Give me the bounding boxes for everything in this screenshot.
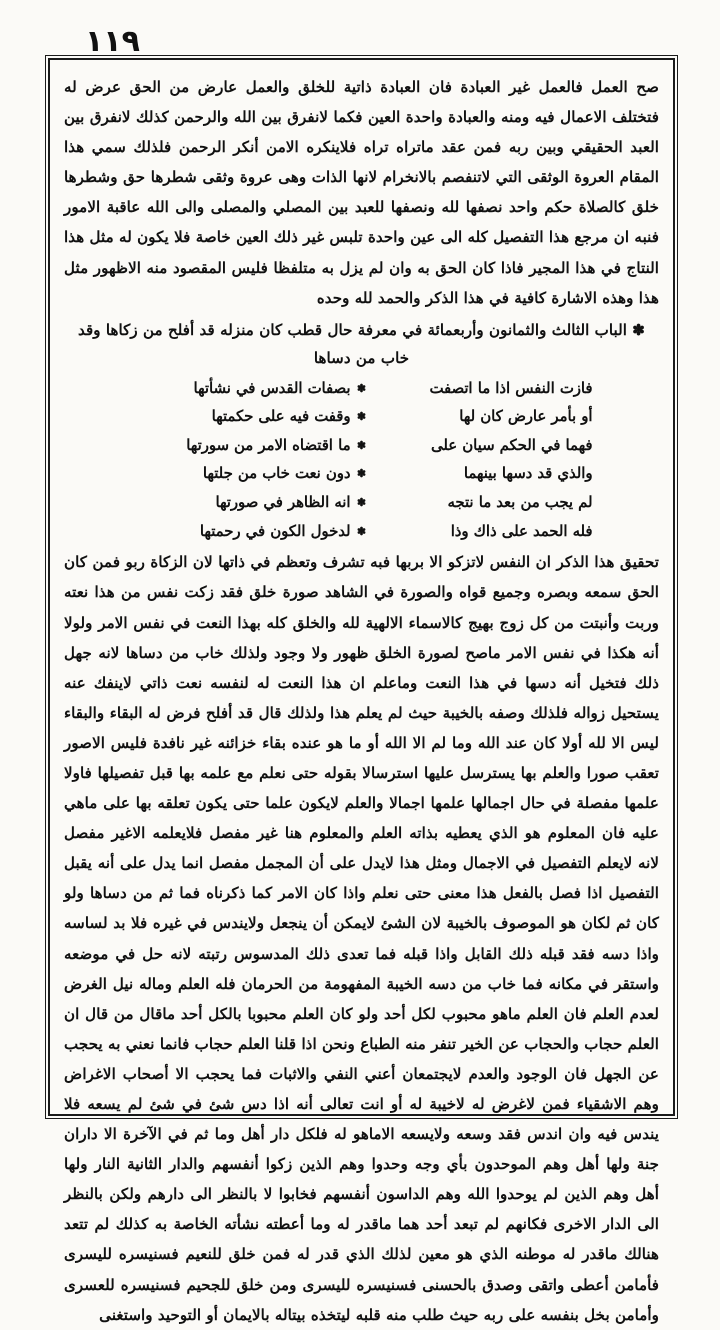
verse-separator-icon: ✽: [356, 495, 367, 509]
page-number: ١١٩: [85, 24, 140, 59]
verse-separator-icon: ✽: [356, 467, 367, 481]
page-frame: [48, 58, 675, 1324]
poem-verse: [64, 374, 659, 403]
verse-separator-icon: ✽: [356, 524, 367, 538]
verse-first-hemistich: لم يجب من بعد ما نتجه: [447, 493, 593, 511]
poem-verse: [64, 402, 659, 431]
poem-verse: [64, 517, 659, 546]
paragraph-1: صح العمل فالعمل غير العبادة فان العبادة ذاتية للخلق والعمل عارض من الحق عرض له فتختلف الاعمال فيه ومنه والعبادة واحدة العين فكما لانفرق بين الله والرحمن كذلك لانفرق بين العبد الحقيقي وبين ربه فمن عقد ماتراه تراه فلاينكره الامن أنكر الرحمن فلذلك سمي هذا المقام العروة الوثقى التي لاتنفصم بالانخرام لانها الذات وهى عروة وثقى شطرها حق وشطرها خلق كالصلاة حكم واحد نصفها لله ونصفها للعبد بين المصلي والمصلى والى الله عاقبة الامور فنبه ان مرجع هذا التفصيل كله الى عين واحدة تلبس غير ذلك العين خاصة فلا يكون له مثل هذا النتاج في هذا المجير فاذا كان الحق به وان لم يزل به متلفظا فليس المقصود منه الاظهور مثل هذا وهذه الاشارة كافية في هذا الذكر والحمد لله وحده: [64, 78, 659, 307]
verse-second-hemistich: دون نعت خاب من جلتها: [202, 465, 351, 483]
poem-verse: [64, 488, 659, 517]
verse-separator-icon: ✽: [356, 381, 367, 395]
verse-second-hemistich: لدخول الكون في رحمتها: [199, 522, 351, 540]
verse-second-hemistich: ما اقتضاه الامر من سورتها: [186, 436, 351, 454]
paragraph-2: تحقيق هذا الذكر ان النفس لاتزكو الا بربها فبه تشرف وتعظم في ذاتها لان الزكاة ربو فمن كان الحق سمعه وبصره وجميع قواه والصورة في الشاهد صورة خلق فقد زكت نفس من هذا نعته وربت وأنبتت من كل زوج بهيج كالاسماء الالهية لله والخلق كله بهذا النعت في نفس الامر ولولا أنه هكذا في نفس الامر ماصح لصورة الخلق ظهور ولا وجود ولذلك خاب من دساها لانه جهل ذلك فتخيل أنه دسها في هذا النعت وماعلم ان هذا النعت له لنفسه نعت ذاتي لاينفك عنه يستحيل زواله فلذلك وصفه بالخيبة حيث لم يعلم هذا ولذلك قال قد أفلح فرض له البقاء والبقاء ليس الا لله أولا كان عند الله وما لم الا الله أو ما هو عنده بقاء خزائنه غير نافدة فليس الاصور تعقب صورا والعلم بها يسترسل عليها استرسالا بقوله حتى نعلم مع علمه بها قبل تفصيلها فاولا علمها مفصلة في حال اجمالها علمها اجمالا والعلم لايكون علما حتى يكون تعلقه بها على ماهي عليه فان المعلوم هو الذي يعطيه بذاته العلم والمعلوم هنا غير مفصل فلايعلمه الاغير مفصل لانه لايعلم التفصيل في الاجمال ومثل هذا لايدل على أن المجمل مفصل انما يدل على أنه يقبل التفصيل اذا فصل بالفعل هذا معنى حتى نعلم واذا كان الامر كما ذكرناه فما ثم من دساها ولو كان ثم لكان هو الموصوف بالخيبة لان الشئ لايمكن أن ينجعل ولايندس في غيره فلا بد لساسه واذا دسه فقد قبله ذلك القابل واذا قبله فما تعدى ذلك المدسوس رتبته لانه حل في موضعه واستقر في مكانه فما خاب من دسه الخيبة المفهومة من الحرمان فله العلم وماله نيل الغرض لعدم العلم فان العلم ماهو محبوب لكل أحد ولو كان العلم محبوبا بالكل أحد ماقال من قال ان العلم حجاب والحجاب عن الخير تنفر منه الطباع ونحن اذا قلنا العلم حجاب فانما نعني به يحجب عن الجهل فان الوجود والعدم لايجتمعان أعني النفي والاثبات فما يحجب الا أصحاب الاغراض وهم الاشقياء فمن لاغرض له لاخيبة له أو انت تعالى أنه اذا دس شئ في شئ لم يسعه فلا يندس فيه وان اندس فقد وسعه ولايسعه الاماهو له فلكل دار أهل وما ثم في الآخرة الا داران جنة ولها أهل وهم الموحدون بأي وجه وحدوا وهم الذين زكوا أنفسهم والدار الثانية النار ولها أهل وهم الذين لم يوحدوا الله وهم الداسون أنفسهم فخابوا لا بالنظر الى دارهم ولكن بالنظر الى الدار الاخرى فكانهم لم تبعد أحد هما ماقدر له وما أعطته نشأته الخاصة به كذلك لم تتعد هنالك ماقدر له موطنه الذي هو معين لذلك الذي قدر له فمن خلق للنعيم فسنيسره لليسرى فأمامن أعطى واتقى وصدق بالحسنى فسنيسره لليسرى ومن خلق للجحيم فسنيسره للعسرى وأمامن بخل بنفسه على ربه حيث طلب منه قلبه ليتخذه بيتاله بالايمان أو التوحيد واستغنى: [64, 553, 659, 1324]
verse-separator-icon: ✽: [356, 410, 367, 424]
verse-first-hemistich: أو بأمر عارض كان لها: [459, 408, 593, 426]
poem: [64, 374, 659, 546]
verse-separator-icon: ✽: [356, 438, 367, 452]
verse-first-hemistich: فله الحمد على ذاك وذا: [450, 522, 593, 540]
verse-first-hemistich: فهما في الحكم سيان على: [431, 436, 593, 454]
verse-first-hemistich: والذي قد دسها بينهما: [463, 465, 593, 483]
heading-ornament-icon: ✽: [632, 320, 645, 339]
verse-second-hemistich: بصفات القدس في نشأتها: [193, 379, 351, 397]
poem-verse: [64, 460, 659, 489]
chapter-heading: [64, 316, 659, 372]
verse-first-hemistich: فازت النفس اذا ما اتصفت: [429, 379, 593, 397]
poem-verse: [64, 431, 659, 460]
verse-second-hemistich: وقفت فيه على حكمتها: [211, 408, 351, 426]
chapter-heading-text: الباب الثالث والثمانون وأربعمائة في معرفة حال قطب كان منزله قد أفلح من زكاها وقد خاب من دساها: [78, 320, 627, 367]
verse-second-hemistich: انه الظاهر في صورتها: [215, 493, 351, 511]
